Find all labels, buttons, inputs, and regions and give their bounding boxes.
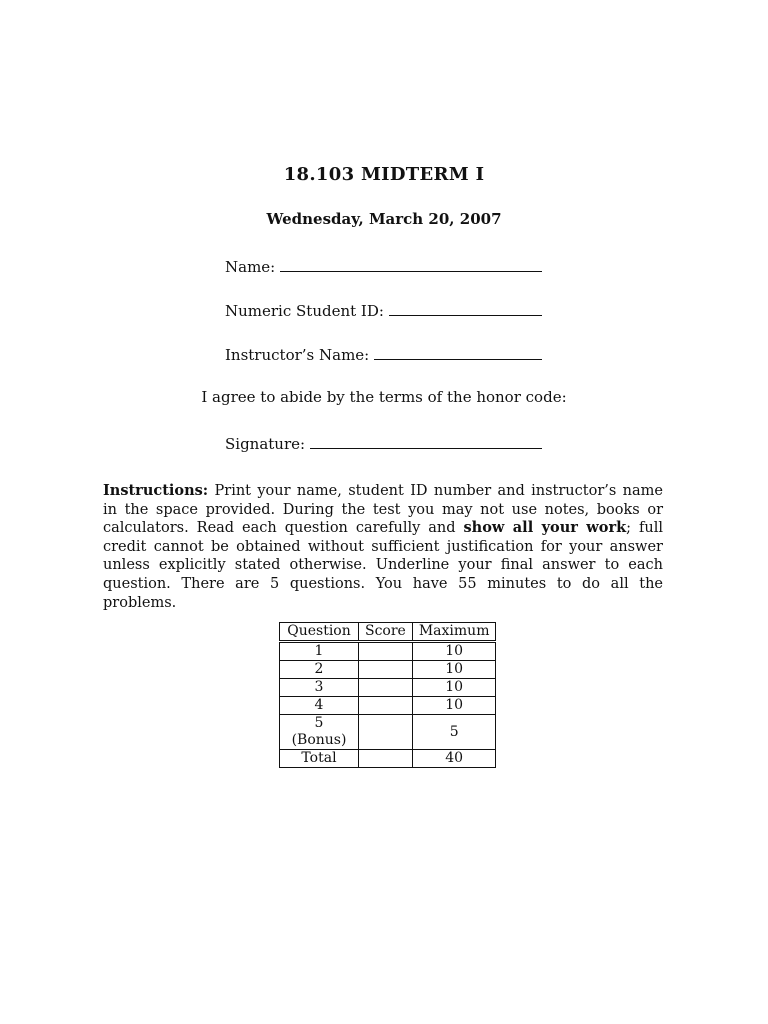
- row-question: 2: [280, 661, 359, 679]
- row-score[interactable]: [359, 642, 413, 661]
- row-question: 5 (Bonus): [280, 715, 359, 750]
- table-row-total: [280, 750, 496, 768]
- instructor-name-field[interactable]: [225, 342, 542, 364]
- honor-statement: I agree to abide by the terms of the honor code:: [201, 388, 567, 406]
- student-id-line[interactable]: [389, 315, 542, 316]
- score-table: [279, 622, 496, 768]
- instructions-text-2: ; full credit cannot be obtained without sufficient justification for your answer unless explicitly stated otherwise. Underline your final answer to each question. There are 5 questions. You have 55 minutes to do all the problems.: [103, 520, 663, 611]
- instructor-name-label: Instructor’s Name:: [225, 346, 370, 364]
- instructor-name-line[interactable]: [374, 359, 542, 360]
- exam-title: 18.103 MIDTERM I: [283, 164, 485, 185]
- row-question: 1: [280, 642, 359, 661]
- signature-field[interactable]: [225, 431, 542, 453]
- row-maximum: 40: [412, 750, 496, 768]
- row-maximum: 10: [412, 661, 496, 679]
- name-line[interactable]: [280, 271, 542, 272]
- student-id-field[interactable]: [225, 298, 542, 320]
- signature-label: Signature:: [225, 435, 306, 453]
- name-field[interactable]: [225, 254, 542, 276]
- instructions-text-1: Print your name, student ID number and instructor’s name in the space provided. During the test you may not use notes, books or calculators. Read each question carefully and: [103, 483, 663, 537]
- student-id-label: Numeric Student ID:: [225, 302, 384, 320]
- row-maximum: 10: [412, 697, 496, 715]
- row-question: 3: [280, 679, 359, 697]
- table-row: [280, 661, 496, 679]
- instructions-heading: Instructions:: [103, 482, 209, 499]
- exam-date: Wednesday, March 20, 2007: [266, 210, 502, 228]
- instructions-emphasis: show all your work: [463, 519, 627, 537]
- table-row: [280, 715, 496, 750]
- header-maximum: Maximum: [412, 623, 496, 642]
- score-table-header: [280, 623, 496, 642]
- row-score[interactable]: [359, 679, 413, 697]
- row-score[interactable]: [359, 715, 413, 750]
- table-row: [280, 697, 496, 715]
- row-maximum: 5: [412, 715, 496, 750]
- row-score[interactable]: [359, 697, 413, 715]
- row-maximum: 10: [412, 642, 496, 661]
- row-score[interactable]: [359, 661, 413, 679]
- table-row: [280, 679, 496, 697]
- row-maximum: 10: [412, 679, 496, 697]
- header-score: Score: [359, 623, 413, 642]
- table-row: [280, 642, 496, 661]
- instructions-paragraph: [103, 482, 663, 612]
- row-score[interactable]: [359, 750, 413, 768]
- name-label: Name:: [225, 258, 276, 276]
- row-question: Total: [280, 750, 359, 768]
- signature-line[interactable]: [310, 448, 542, 449]
- row-question: 4: [280, 697, 359, 715]
- header-question: Question: [280, 623, 359, 642]
